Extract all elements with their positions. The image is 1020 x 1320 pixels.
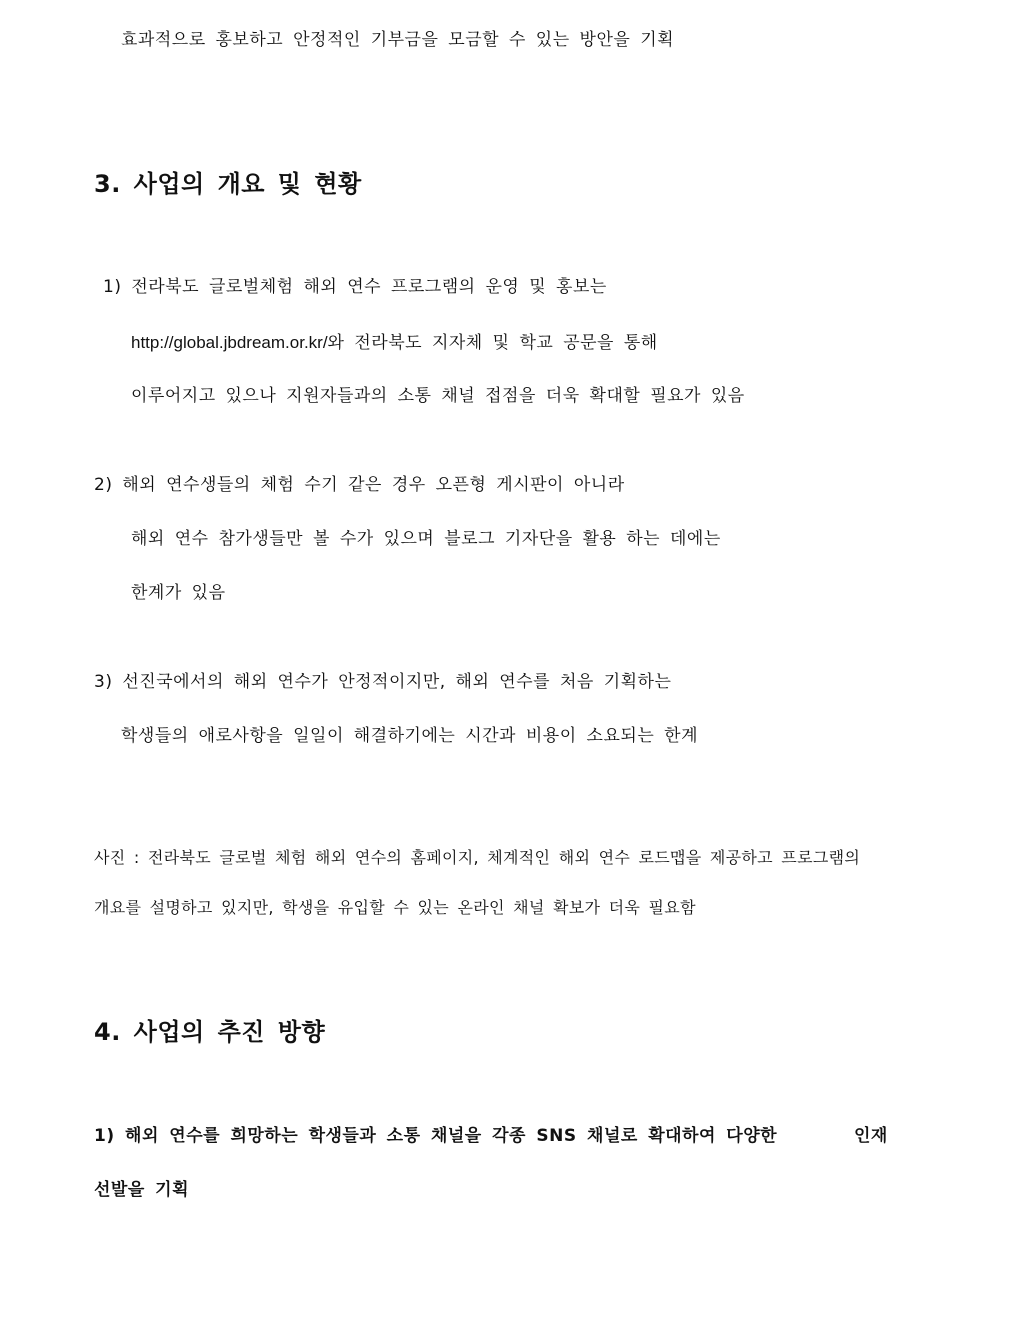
section-3-item-2-line-3: 한계가 있음 bbox=[131, 583, 226, 603]
section-4-heading: 4. 사업의 추진 방향 bbox=[94, 1018, 326, 1046]
section-3-item-3-line-2: 학생들의 애로사항을 일일이 해결하기에는 시간과 비용이 소요되는 한계 bbox=[121, 726, 698, 746]
section-4-item-1-line-1 bbox=[94, 1125, 777, 1147]
section-3-item-1-line-1: 1) 전라북도 글로벌체험 해외 연수 프로그램의 운영 및 홍보는 bbox=[103, 277, 607, 297]
photo-caption-line-2: 개요를 설명하고 있지만, 학생을 유입할 수 있는 온라인 채널 확보가 더욱 필요함 bbox=[94, 898, 696, 917]
homepage-url: http://global.jbdream.or.kr/ bbox=[131, 333, 328, 352]
photo-caption-line-1: 사진 : 전라북도 글로벌 체험 해외 연수의 홈페이지, 체계적인 해외 연수 로드맵을 제공하고 프로그램의 bbox=[94, 848, 861, 867]
section-3-item-3-line-1: 3) 선진국에서의 해외 연수가 안정적이지만, 해외 연수를 처음 기획하는 bbox=[94, 672, 672, 692]
section-4-item-1-line-1-end: 인재 bbox=[854, 1126, 888, 1146]
section-3-item-2-line-1: 2) 해외 연수생들의 체험 수기 같은 경우 오픈형 게시판이 아니라 bbox=[94, 475, 625, 495]
section-4-item-1-line-2: 선발을 기획 bbox=[94, 1180, 190, 1200]
section-4-item-1-line-1-text: 1) 해외 연수를 희망하는 학생들과 소통 채널을 각종 SNS 채널로 확대하여 다양한 bbox=[94, 1126, 778, 1146]
section-3-item-2-line-2: 해외 연수 참가생들만 볼 수가 있으며 블로그 기자단을 활용 하는 데에는 bbox=[131, 529, 721, 549]
section-3-heading: 3. 사업의 개요 및 현황 bbox=[94, 170, 362, 198]
section-3-item-1-line-2 bbox=[131, 332, 658, 354]
intro-line: 효과적으로 홍보하고 안정적인 기부금을 모금할 수 있는 방안을 기획 bbox=[121, 30, 675, 50]
section-3-item-1-line-3: 이루어지고 있으나 지원자들과의 소통 채널 접점을 더욱 확대할 필요가 있음 bbox=[131, 386, 745, 406]
section-3-item-1-line-2-text: 와 전라북도 지자체 및 학교 공문을 통해 bbox=[327, 333, 658, 353]
